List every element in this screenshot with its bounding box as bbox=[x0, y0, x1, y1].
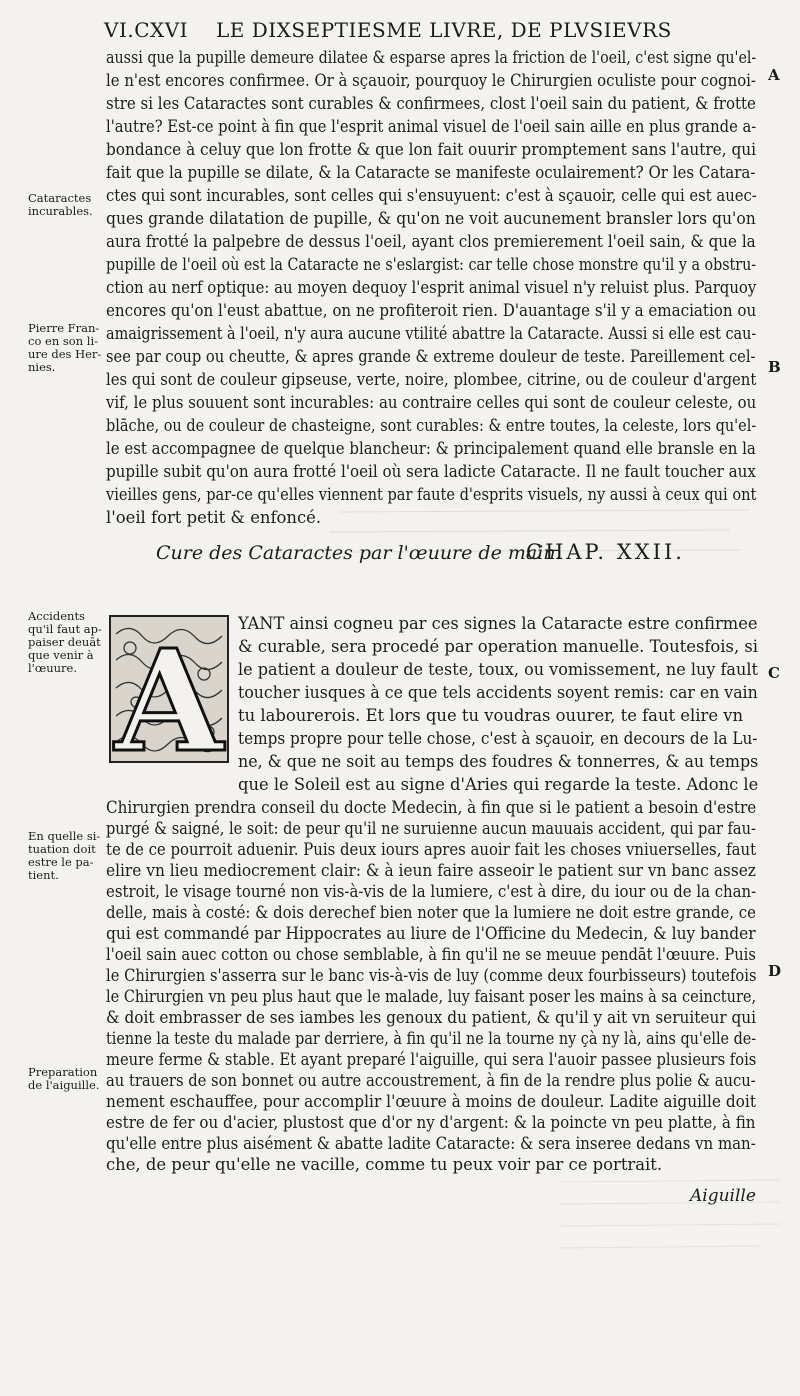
margin-note-line: Preparation bbox=[28, 1065, 98, 1079]
text-line: l'oeil fort petit & enfoncé. bbox=[106, 508, 322, 527]
text-line: temps propre pour telle chose, c'est à sçauoir, en decours de la Lu- bbox=[238, 729, 758, 748]
text-line: nement eschauffee, pour accomplir l'œuure à moins de douleur. Ladite aiguille doit bbox=[106, 1092, 756, 1111]
margin-note-line: nies. bbox=[28, 360, 56, 374]
text-line: stre si les Cataractes sont curables & confirmees, clost l'oeil sain du patient, & frotte bbox=[106, 94, 756, 113]
text-line: aussi que la pupille demeure dilatee & esparse apres la friction de l'oeil, c'est signe qu'el- bbox=[106, 48, 757, 67]
margin-note-line: co en son li- bbox=[28, 334, 99, 348]
text-line: delle, mais à costé: & dois derechef bien noter que la lumiere ne doit estre grande, ce bbox=[106, 903, 756, 922]
text-line: fait que la pupille se dilate, & la Cataracte se manifeste oculairement? Or les Catara- bbox=[106, 163, 756, 182]
text-line: l'autre? Est-ce point à fin que l'esprit animal visuel de l'oeil sain aille en plus grande a- bbox=[106, 117, 757, 136]
side-mark-a: A bbox=[768, 66, 780, 84]
margin-note-line: que venir à bbox=[28, 648, 94, 662]
margin-note-preparation-aiguille bbox=[28, 1066, 104, 1092]
text-line: che, de peur qu'elle ne vacille, comme tu peux voir par ce portrait. bbox=[106, 1155, 663, 1174]
initial-letter: A bbox=[114, 620, 224, 764]
margin-note-line: Accidents bbox=[28, 609, 85, 623]
text-line: qui est commandé par Hippocrates au liure de l'Officine du Medecin, & luy bander bbox=[106, 924, 756, 943]
text-line: qu'elle entre plus aisément & abatte ladite Cataracte: & sera inseree dedans vn man- bbox=[106, 1134, 756, 1153]
text-line: pupille de l'oeil où est la Cataracte ne s'eslargist: car telle chose monstre qu'il y a obstru- bbox=[106, 255, 757, 274]
text-line: purgé & saigné, le soit: de peur qu'il ne suruienne aucun mauuais accident, qui par fau- bbox=[106, 819, 756, 838]
show-through-text-bottom bbox=[560, 1170, 780, 1260]
margin-note-line: paiser deuāt bbox=[28, 635, 101, 649]
margin-note-cataractes-incurables bbox=[28, 192, 104, 218]
text-line: tu labourerois. Et lors que tu voudras ouurer, te faut elire vn bbox=[238, 706, 744, 725]
text-line: le Chirurgien s'asserra sur le banc vis-à-vis de luy (comme deux fourbisseurs) toutefois bbox=[106, 966, 757, 985]
text-line: vif, le plus souuent sont incurables: au contraire celles qui sont de couleur celeste, ou bbox=[106, 393, 757, 412]
text-line: les qui sont de couleur gipseuse, verte, noire, plombee, citrine, ou de couleur d'argent bbox=[106, 370, 757, 389]
running-title: LE DIXSEPTIESME LIVRE, DE PLVSIEVRS bbox=[216, 18, 672, 42]
text-line: encores qu'on l'eust abattue, on ne profiteroit rien. D'auantage s'il y a emaciation ou bbox=[106, 301, 757, 320]
page-folio: VI.CXVI bbox=[104, 18, 189, 42]
margin-note-line: incurables. bbox=[28, 204, 93, 218]
text-line: le est accompagnee de quelque blancheur: & principalement quand elle bransle en la bbox=[106, 439, 756, 458]
text-line: ne, & que ne soit au temps des foudres & tonnerres, & au temps bbox=[238, 752, 759, 771]
text-line: te de ce pourroit aduenir. Puis deux iours apres auoir fait les choses vniuerselles, faut bbox=[106, 840, 757, 859]
catchword: Aiguille bbox=[690, 1186, 756, 1206]
text-line: le n'est encores confirmee. Or à sçauoir, pourquoy le Chirurgien oculiste pour cognoi- bbox=[106, 71, 756, 90]
text-line: vieilles gens, par-ce qu'elles viennent par faute d'esprits visuels, ny aussi à ceux qui ont bbox=[106, 485, 757, 504]
text-line: ction au nerf optique: au moyen dequoy l'esprit animal visuel n'y reluist plus. Parquoy bbox=[106, 278, 757, 297]
text-line: tienne la teste du malade par derriere, à fin qu'il ne la tourne ny çà ny là, ains qu'elle de- bbox=[106, 1029, 757, 1048]
chapter-title: Cure des Cataractes par l'œuure de main. bbox=[156, 542, 562, 564]
margin-note-situation-patient bbox=[28, 830, 104, 882]
text-line: elire vn lieu mediocrement clair: & à ieun faire asseoir le patient sur vn banc assez bbox=[106, 861, 756, 880]
text-line: que le Soleil est au signe d'Aries qui regarde la teste. Adonc le bbox=[238, 775, 759, 794]
text-line: blāche, ou de couleur de chasteigne, sont curables: & entre toutes, la celeste, lors qu'el- bbox=[106, 416, 757, 435]
margin-note-line: tient. bbox=[28, 868, 59, 882]
margin-note-line: qu'il faut ap- bbox=[28, 622, 102, 636]
margin-note-line: Cataractes bbox=[28, 191, 92, 205]
text-line: amaigrissement à l'oeil, n'y aura aucune vtilité abattre la Cataracte. Aussi si elle est cau- bbox=[106, 324, 757, 343]
side-mark-b: B bbox=[768, 358, 781, 376]
text-line: toucher iusques à ce que tels accidents soyent remis: car en vain bbox=[238, 683, 758, 702]
text-line: pupille subit qu'on aura frotté l'oeil où sera ladicte Cataracte. Il ne fault toucher aux bbox=[106, 462, 756, 481]
margin-note-line: de l'aiguille. bbox=[28, 1078, 100, 1092]
margin-note-line: En quelle si- bbox=[28, 829, 101, 843]
text-line: bondance à celuy que lon frotte & que lon fait ouurir promptement sans l'autre, qui bbox=[106, 140, 756, 159]
side-mark-d: D bbox=[768, 962, 782, 980]
chapter-heading bbox=[156, 542, 756, 572]
running-header bbox=[104, 18, 744, 46]
text-line: au trauers de son bonnet ou autre accoustrement, à fin de la rendre plus polie & aucu- bbox=[106, 1071, 756, 1090]
text-line: estre de fer ou d'acier, plustost que d'or ny d'argent: & la poincte vn peu platte, à fin bbox=[106, 1113, 756, 1132]
text-line: estroit, le visage tourné non vis-à-vis de la lumiere, c'est à dire, du iour ou de la chan- bbox=[106, 882, 757, 901]
margin-note-line: estre le pa- bbox=[28, 855, 94, 869]
chapter-number: CHAP. XXII. bbox=[526, 540, 685, 564]
text-line: meure ferme & stable. Et ayant preparé l'aiguille, qui sera l'auoir passee plusieurs fois bbox=[106, 1050, 757, 1069]
text-line: ques grande dilatation de pupille, & qu'on ne voit aucunement bransler lors qu'on bbox=[106, 209, 756, 228]
text-line: & doit embrasser de ses iambes les genoux du patient, & qu'il y ait vn seruiteur qui bbox=[106, 1008, 757, 1027]
text-line: & curable, sera procedé par operation manuelle. Toutesfois, si bbox=[238, 637, 759, 656]
side-mark-c: C bbox=[768, 664, 780, 682]
margin-note-line: tuation doit bbox=[28, 842, 96, 856]
ornamental-initial-a bbox=[108, 614, 230, 764]
text-line: YANT ainsi cogneu par ces signes la Cataracte estre confirmee bbox=[238, 614, 758, 633]
text-line: see par coup ou cheutte, & apres grande & extreme douleur de teste. Pareillement cel- bbox=[106, 347, 756, 366]
text-line: ctes qui sont incurables, sont celles qui s'ensuyuent: c'est à sçauoir, celle qui est auec- bbox=[106, 186, 757, 205]
margin-note-pierre-franco bbox=[28, 322, 104, 374]
text-line: l'oeil sain auec cotton ou chose semblable, à fin qu'il ne se meuue pendāt l'œuure. Puis bbox=[106, 945, 756, 964]
margin-note-line: Pierre Fran- bbox=[28, 321, 100, 335]
margin-note-accidents bbox=[28, 610, 104, 675]
margin-note-line: ure des Her- bbox=[28, 347, 102, 361]
text-line: aura frotté la palpebre de dessus l'oeil, ayant clos premierement l'oeil sain, & que la bbox=[106, 232, 756, 251]
text-line: le patient a douleur de teste, toux, ou vomissement, ne luy fault bbox=[238, 660, 758, 679]
text-line: le Chirurgien vn peu plus haut que le malade, luy faisant poser les mains à sa ceincture, bbox=[106, 987, 757, 1006]
margin-note-line: l'œuure. bbox=[28, 661, 77, 675]
text-line: Chirurgien prendra conseil du docte Medecin, à fin que si le patient a besoin d'estre bbox=[106, 798, 757, 817]
